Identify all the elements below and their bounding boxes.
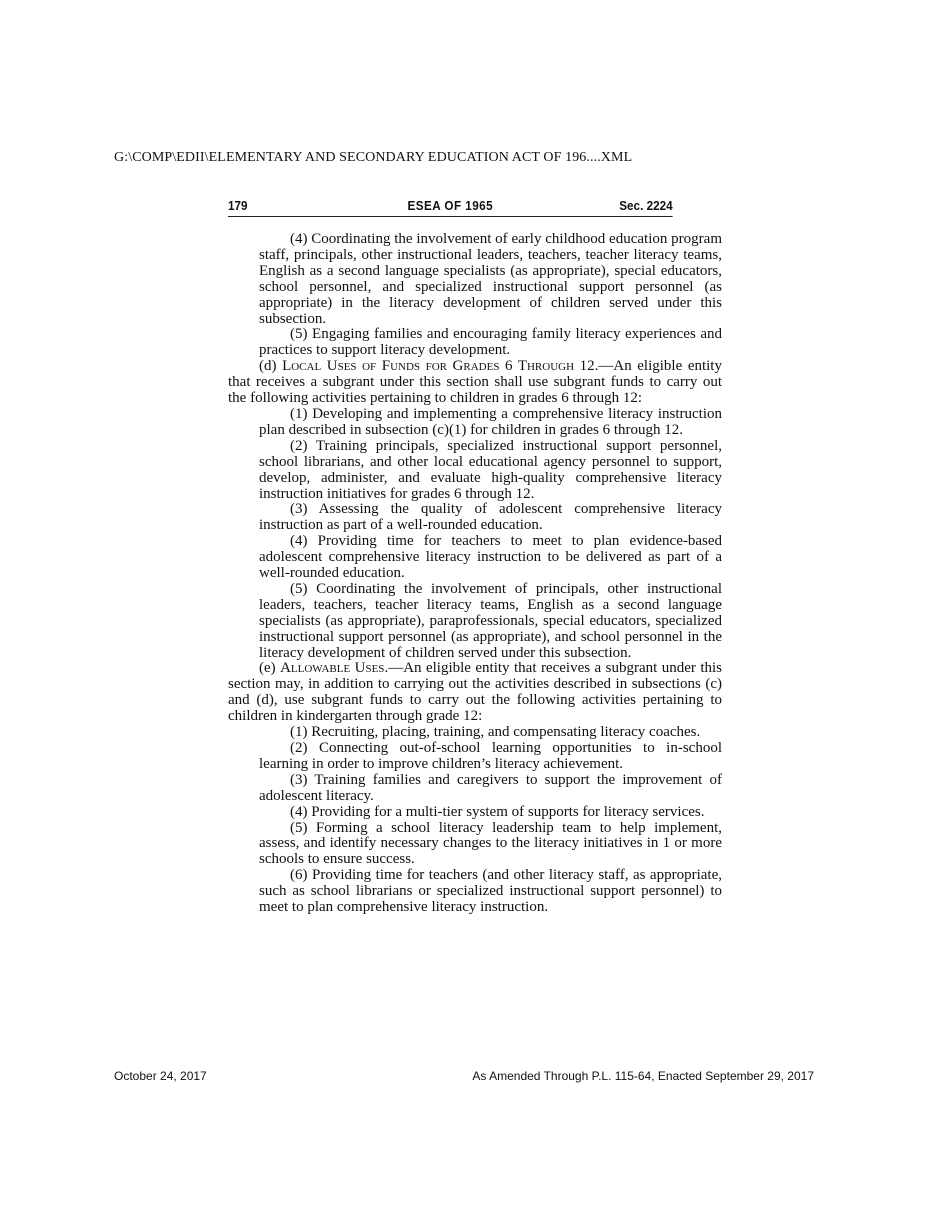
footer-date: October 24, 2017: [114, 1069, 207, 1083]
act-title: ESEA OF 1965: [407, 198, 494, 213]
paragraph-d2: (2) Training principals, specialized instructional support personnel, school librarians, and other local educational agency personnel to support, develop, administer, and evaluate high-quality comprehensive literacy instruction initiatives for grades 6 through 12.: [259, 437, 722, 502]
subsection-d-intro: .—An eligible entity that receives a subgrant under this section shall use subgrant funds to carry out the following activities pertaining to children in grades 6 through 12:: [228, 358, 722, 407]
paragraph-d4: (4) Providing time for teachers to meet to plan evidence-based adolescent comprehensive literacy instruction to be delivered as part of a well-rounded education.: [259, 533, 722, 582]
statute-text: [228, 232, 722, 916]
paragraph-e5: (5) Forming a school literacy leadership team to help implement, assess, and identify necessary changes to the literacy initiatives in 1 or more schools to ensure success.: [259, 819, 722, 868]
paragraph-e3: (3) Training families and caregivers to support the improvement of adolescent literacy.: [259, 771, 722, 804]
subsection-e-heading: Allowable Uses: [280, 660, 385, 677]
file-path: G:\COMP\EDII\ELEMENTARY AND SECONDARY EDUCATION ACT OF 196....XML: [114, 150, 633, 165]
footer-amended-note: As Amended Through P.L. 115-64, Enacted September 29, 2017: [472, 1069, 814, 1083]
paragraph-c5: (5) Engaging families and encouraging family literacy experiences and practices to support literacy development.: [259, 326, 722, 359]
paragraph-e6: (6) Providing time for teachers (and other literacy staff, as appropriate, such as school librarians or specialized instructional support personnel) to meet to plan comprehensive literacy instruction.: [259, 867, 722, 916]
page-number: 179: [228, 198, 248, 213]
subsection-d-heading: Local Uses of Funds for Grades 6 Through 12: [282, 358, 595, 375]
paragraph-d1: (1) Developing and implementing a comprehensive literacy instruction plan described in subsection (c)(1) for children in grades 6 through 12.: [259, 405, 722, 438]
paragraph-e4: (4) Providing for a multi-tier system of supports for literacy services.: [290, 803, 705, 820]
paragraph-c4: (4) Coordinating the involvement of early childhood education program staff, principals, other instructional leaders, teachers, teacher literacy teams, English as a second language specialists (as appropriate), special educators, school personnel, and specialized instructional support personnel (as appropriate) in the literacy development of children served under this subsection.: [259, 231, 722, 327]
paragraph-d3: (3) Assessing the quality of adolescent comprehensive literacy instruction as part of a well-rounded education.: [259, 501, 722, 534]
paragraph-d5: (5) Coordinating the involvement of principals, other instructional leaders, teachers, teacher literacy teams, English as a second language specialists (as appropriate), paraprofessionals, special educators, specialized instructional support personnel (as appropriate), and school personnel in the literacy development of children served under this subsection.: [259, 580, 722, 661]
running-head: [228, 198, 673, 217]
subsection-d: [228, 359, 722, 407]
subsection-e-prefix: (e): [259, 660, 281, 677]
section-number: Sec. 2224: [619, 198, 673, 213]
subsection-e: [228, 661, 722, 725]
paragraph-e1: (1) Recruiting, placing, training, and compensating literacy coaches.: [290, 724, 701, 741]
subsection-e-intro: .—An eligible entity that receives a subgrant under this section may, in addition to carrying out the activities described in subsections (c) and (d), use subgrant funds to carry out the following activities pertaining to children in kindergarten through grade 12:: [228, 660, 722, 725]
paragraph-e2: (2) Connecting out-of-school learning opportunities to in-school learning in order to improve children’s literacy achievement.: [259, 740, 722, 772]
subsection-d-prefix: (d): [259, 358, 283, 375]
